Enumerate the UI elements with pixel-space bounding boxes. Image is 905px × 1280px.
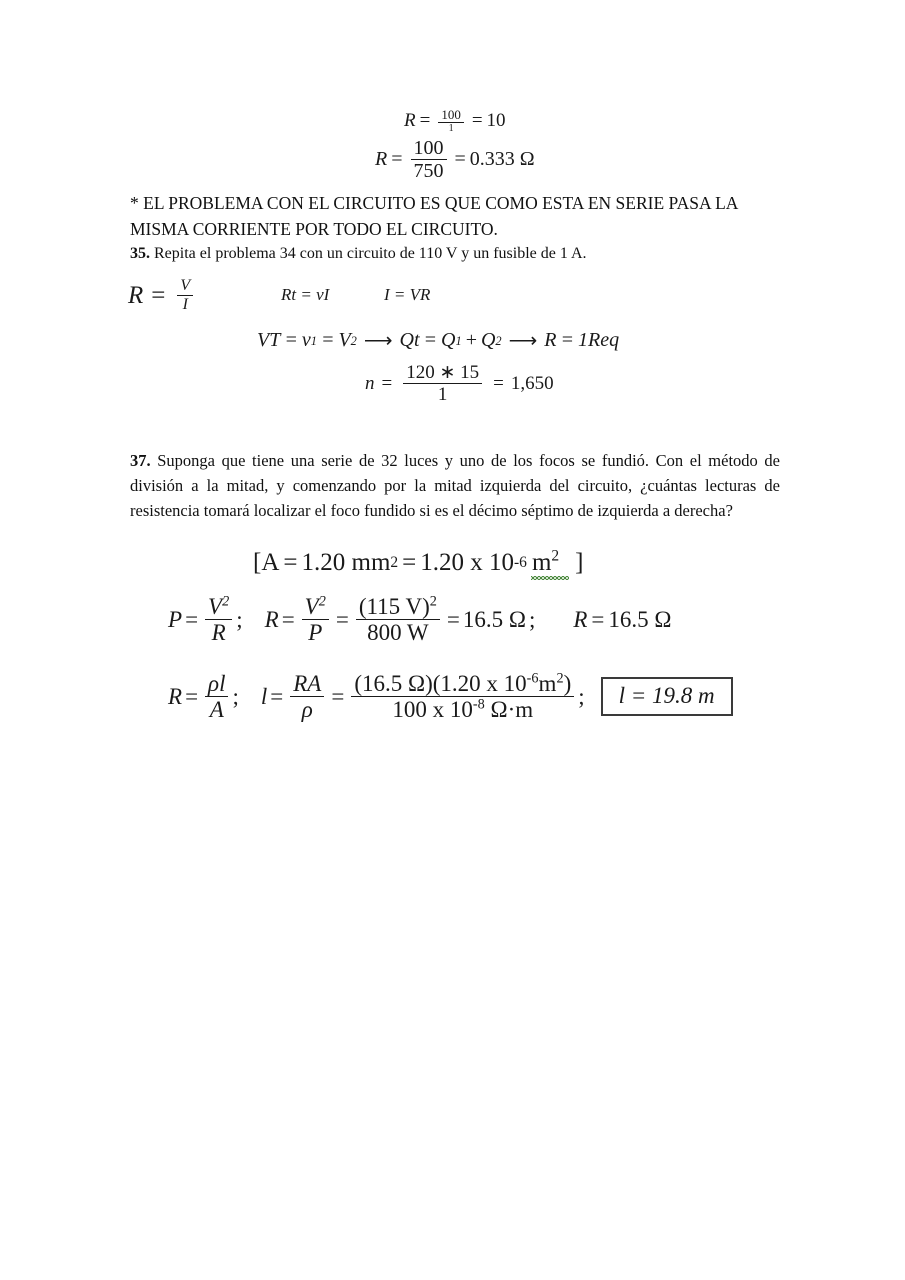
eq9-p-symbol: P	[168, 606, 183, 632]
eq6-plus: +	[465, 329, 477, 351]
equation-resistivity-length	[168, 672, 733, 722]
eq3-numerator: V	[180, 277, 191, 294]
eq1-lhs: R	[404, 110, 416, 132]
problem-35-text: Repita el problema 34 con un circuito de 110 V y un fusible de 1 A.	[150, 245, 587, 262]
eq10-rho-l-den: A	[209, 697, 224, 723]
problem-37-number: 37.	[130, 451, 151, 470]
equation-rt-equals-vi: Rt = vI	[281, 285, 330, 304]
eq10-semicolon-1: ;	[232, 683, 239, 709]
eq10-l-symbol: l	[260, 683, 268, 709]
eq8-unit-base: m	[531, 549, 552, 577]
eq10-r-symbol: R	[168, 683, 183, 709]
eq6-1req: 1Req	[578, 329, 620, 351]
eq10-ra-den: ρ	[301, 697, 313, 723]
eq10-big-num-p3: )	[563, 671, 572, 696]
eq6-r: R	[544, 329, 557, 351]
note-el-problema	[130, 190, 780, 243]
eq6-vt: VT	[257, 329, 281, 351]
problem-37-text: Suponga que tiene una serie de 32 luces y uno de los focos se fundió. Con el método de división a la mitad, y comenzando por la mitad izquierda del circuito, ¿cuántas lecturas de resistencia tomará localizar el foco fundido si es el décimo séptimo de izquierda a derecha?	[130, 451, 780, 521]
problem-35	[130, 243, 790, 266]
eq9-big-fraction	[356, 595, 440, 645]
eq3-equals: =	[151, 281, 166, 309]
eq10-big-num-exp: -6	[526, 670, 539, 687]
eq6-q2-base: Q	[480, 329, 496, 351]
equation-power-resistance	[168, 595, 672, 645]
eq10-equals-a: =	[185, 683, 199, 709]
eq6-equals-a: =	[284, 329, 298, 351]
eq9-r-num-exp: 2	[318, 593, 326, 610]
eq9-r-symbol-2: R	[573, 606, 588, 632]
eq7-result: 1,650	[510, 372, 554, 394]
equation-r-100-over-1	[404, 108, 506, 134]
eq6-arrow-2: ⟶	[508, 330, 538, 352]
eq10-equals-c: =	[331, 683, 345, 709]
eq8-unit-squiggle-group	[532, 549, 559, 577]
note-line-2: MISMA CORRIENTE POR TODO EL CIRCUITO.	[130, 219, 498, 240]
eq9-equals-d: =	[446, 606, 460, 632]
eq9-semicolon-2: ;	[528, 606, 536, 632]
eq9-frac-den: 800 W	[367, 620, 429, 646]
boxed-answer-length	[601, 677, 733, 716]
eq9-equals-c: =	[335, 606, 349, 632]
eq7-lhs: n	[365, 372, 375, 394]
eq10-equals-b: =	[270, 683, 284, 709]
eq6-q1-base: Q	[441, 329, 456, 351]
eq9-frac-num-exp: 2	[429, 593, 437, 610]
equation-r-equals-v-over-i	[128, 278, 197, 314]
eq2-fraction	[411, 138, 447, 182]
eq1-numerator: 100	[441, 107, 461, 122]
eq2-lhs: R	[375, 148, 388, 171]
eq2-unit-ohm: Ω	[519, 148, 535, 171]
eq10-rho: ρ	[208, 671, 220, 696]
eq9-r-num	[302, 595, 329, 618]
equation-i-equals-vr: I = VR	[384, 285, 431, 304]
eq10-semicolon-2: ;	[578, 683, 585, 709]
problem-35-number: 35.	[130, 245, 150, 262]
eq9-result-2: 16.5 Ω	[608, 606, 672, 632]
eq8-open-bracket: [	[253, 549, 262, 577]
eq10-big-den	[389, 698, 536, 721]
eq9-p-den: R	[211, 620, 226, 646]
eq3-denominator: I	[182, 296, 188, 314]
eq10-l: l	[219, 671, 226, 696]
eq1-fraction	[438, 108, 464, 134]
eq2-result: 0.333	[469, 148, 515, 171]
eq9-result-1: 16.5 Ω	[462, 606, 526, 632]
eq6-equals-d: =	[560, 329, 575, 351]
eq10-big-den-p1: 100 x 10	[392, 697, 473, 723]
eq7-fraction	[403, 363, 482, 405]
eq9-equals-b: =	[281, 606, 295, 632]
eq8-unit-exp: 2	[551, 547, 560, 565]
boxed-answer-text: l = 19.8 m	[618, 683, 715, 709]
eq10-ra-num: RA	[293, 671, 322, 696]
eq9-r-fraction	[302, 595, 329, 645]
eq9-p-fraction	[205, 595, 232, 645]
eq1-result: 10	[486, 110, 506, 132]
eq9-equals-e: =	[591, 606, 605, 632]
eq10-rho-l-num	[205, 672, 228, 695]
eq6-arrow-1: ⟶	[363, 330, 393, 352]
eq2-numerator: 100	[413, 137, 444, 159]
eq3-fraction	[177, 278, 193, 314]
eq8-close-bracket: ]	[575, 549, 584, 577]
eq9-semicolon-1: ;	[236, 606, 243, 632]
eq8-equals-1: =	[283, 549, 298, 577]
eq9-p-num-exp: 2	[222, 593, 230, 610]
note-line-1: * EL PROBLEMA CON EL CIRCUITO ES QUE COMO ESTA EN SERIE PASA LA	[130, 193, 739, 213]
eq6-v2-base: V	[338, 329, 351, 351]
problem-37	[130, 448, 780, 523]
eq9-frac-num	[356, 595, 440, 618]
eq10-big-num	[351, 672, 574, 695]
eq3-lhs: R	[128, 281, 144, 309]
eq8-a-label: A	[261, 549, 280, 577]
eq10-big-num-p2: m	[538, 671, 557, 696]
eq7-equals-1: =	[381, 372, 393, 394]
eq9-p-num-text: V	[208, 594, 223, 619]
eq7-denominator: 1	[437, 384, 448, 406]
eq9-r-den: P	[308, 620, 323, 646]
eq9-equals-a: =	[185, 606, 199, 632]
equation-area-bracket: [ A = 1.20 mm 2 = 1.20 x 10 -6 $m^2$ ]	[253, 547, 584, 577]
eq10-ra-fraction	[290, 672, 324, 722]
eq9-r-symbol: R	[264, 606, 279, 632]
eq6-equals-c: =	[423, 329, 438, 351]
eq1-equals-2: =	[471, 110, 483, 132]
eq9-r-num-text: V	[304, 594, 319, 619]
eq10-big-den-exp: -8	[472, 696, 485, 713]
equation-n-equals-1650	[365, 363, 554, 405]
eq8-value-2: 1.20 x 10	[420, 549, 515, 577]
eq7-equals-2: =	[493, 372, 504, 394]
eq2-equals-2: =	[454, 148, 466, 171]
equation-vt-chain: VT = v 1 = V 2 ⟶ Qt = Q 1 + Q 2 ⟶ R = 1Req	[257, 329, 620, 352]
eq10-rho-l-fraction	[205, 672, 228, 722]
equation-r-100-over-750	[375, 138, 535, 182]
eq10-big-num-p1: (16.5 Ω)(1.20 x 10	[354, 671, 527, 696]
eq1-equals-1: =	[419, 110, 431, 132]
eq6-v1-base: v	[301, 329, 311, 351]
eq10-big-num-exp2: 2	[556, 670, 564, 687]
eq9-frac-num-text: (115 V)	[358, 594, 430, 619]
eq6-qt: Qt	[399, 329, 420, 351]
eq6-equals-b: =	[320, 329, 335, 351]
eq2-equals-1: =	[391, 148, 403, 171]
eq8-value-1: 1.20 mm	[301, 549, 391, 577]
eq7-numerator: 120 ∗ 15	[406, 362, 480, 383]
eq1-denominator: 1	[448, 123, 454, 135]
eq10-big-fraction	[351, 672, 574, 722]
eq10-big-den-p2: Ω·m	[484, 697, 534, 723]
eq9-p-num	[205, 595, 232, 618]
eq8-equals-2: =	[402, 549, 417, 577]
eq2-denominator: 750	[413, 160, 444, 183]
